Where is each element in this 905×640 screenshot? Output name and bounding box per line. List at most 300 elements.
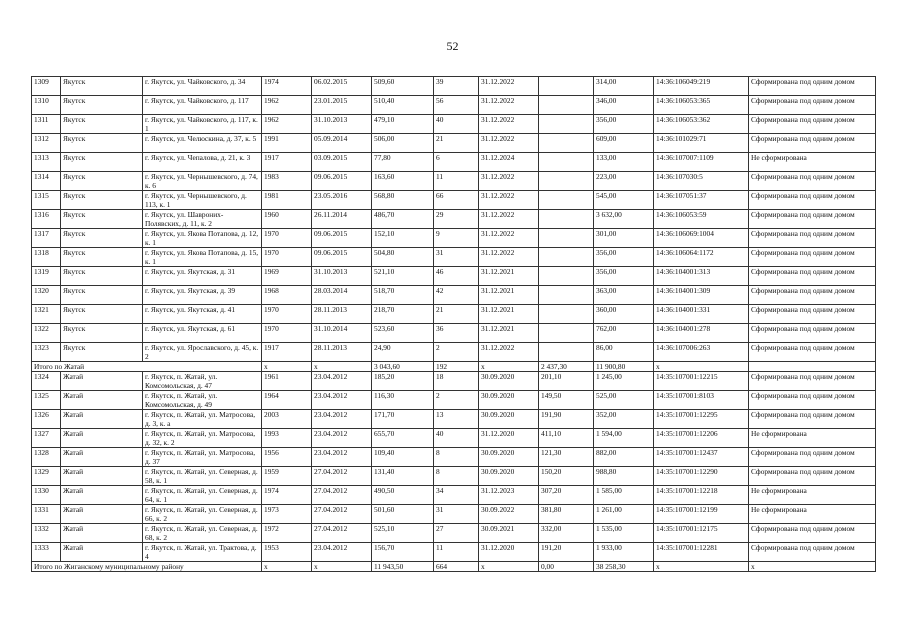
cell-year: 1953 <box>262 543 312 562</box>
cell-fact-area: 191,90 <box>539 410 594 429</box>
cell-cadastral: 14:36:107006:263 <box>654 343 749 362</box>
total-label: Итого по Жиганскому муниципальному району <box>32 562 262 572</box>
cell-year: x <box>262 562 312 572</box>
cell-status: Сформирована под одним домом <box>749 543 876 562</box>
table-row <box>32 229 876 248</box>
cell-area: 504,80 <box>372 248 434 267</box>
cell-fact-area <box>539 229 594 248</box>
cell-cadastral: 14:35:107001:12215 <box>654 372 749 391</box>
cell-status: Не сформирована <box>749 486 876 505</box>
cell-city: Жатай <box>61 429 143 448</box>
total-row <box>32 362 876 372</box>
cell-year: 1970 <box>262 229 312 248</box>
cell-address: г. Якутск, ул. Чепалова, д. 21, к. 3 <box>143 153 262 172</box>
cell-address: г. Якутск, п. Жатай, ул. Комсомольская, д. 47 <box>143 372 262 391</box>
cell-year: 1970 <box>262 248 312 267</box>
cell-plan-date: 31.12.2023 <box>479 486 539 505</box>
cell-plan-date: 31.12.2021 <box>479 324 539 343</box>
cell-area: 479,10 <box>372 115 434 134</box>
cell-cost: 356,00 <box>594 248 654 267</box>
cell-city: Якутск <box>61 115 143 134</box>
cell-cadastral: 14:36:106053:365 <box>654 96 749 115</box>
table-row <box>32 448 876 467</box>
cell-city: Жатай <box>61 543 143 562</box>
cell-cost: 360,00 <box>594 305 654 324</box>
cell-address: г. Якутск, п. Жатай, ул. Северная, д. 64, к. 1 <box>143 486 262 505</box>
cell-number: 1328 <box>32 448 61 467</box>
cell-cost: 988,80 <box>594 467 654 486</box>
cell-date: 31.10.2014 <box>312 324 372 343</box>
cell-area: 109,40 <box>372 448 434 467</box>
cell-year: 1993 <box>262 429 312 448</box>
cell-plan-date: 31.12.2022 <box>479 115 539 134</box>
cell-area: 116,30 <box>372 391 434 410</box>
cell-area: 521,10 <box>372 267 434 286</box>
cell-status: Сформирована под одним домом <box>749 96 876 115</box>
cell-address: г. Якутск, ул. Якутская, д. 31 <box>143 267 262 286</box>
cell-cadastral: 14:36:107030:5 <box>654 172 749 191</box>
cell-year: 1959 <box>262 467 312 486</box>
cell-number: 1311 <box>32 115 61 134</box>
cell-address: г. Якутск, ул. Якова Потапова, д. 15, к. 1 <box>143 248 262 267</box>
cell-area: 506,00 <box>372 134 434 153</box>
cell-cost: 545,00 <box>594 191 654 210</box>
cell-city: Жатай <box>61 486 143 505</box>
cell-cost: 356,00 <box>594 115 654 134</box>
cell-fact-area: 201,10 <box>539 372 594 391</box>
cell-status: Не сформирована <box>749 429 876 448</box>
cell-city: Якутск <box>61 286 143 305</box>
cell-status: Сформирована под одним домом <box>749 267 876 286</box>
cell-cost: 314,00 <box>594 77 654 96</box>
cell-fact-area <box>539 134 594 153</box>
cell-date: 05.09.2014 <box>312 134 372 153</box>
cell-fact-area: 150,20 <box>539 467 594 486</box>
cell-plan-date: 30.09.2020 <box>479 448 539 467</box>
cell-status: Сформирована под одним домом <box>749 524 876 543</box>
cell-area: 171,70 <box>372 410 434 429</box>
cell-cadastral: 14:35:107001:12281 <box>654 543 749 562</box>
cell-city: Якутск <box>61 267 143 286</box>
cell-cadastral: 14:35:107001:12437 <box>654 448 749 467</box>
cell-fact-area <box>539 96 594 115</box>
cell-area: 24,90 <box>372 343 434 362</box>
cell-address: г. Якутск, ул. Чернышевского, д. 74, к. 6 <box>143 172 262 191</box>
cell-residents: 11 <box>434 543 479 562</box>
table-row <box>32 248 876 267</box>
cell-city: Жатай <box>61 391 143 410</box>
cell-area: 3 043,60 <box>372 362 434 372</box>
cell-number: 1326 <box>32 410 61 429</box>
cell-number: 1312 <box>32 134 61 153</box>
cell-date: 23.04.2012 <box>312 448 372 467</box>
cell-date: x <box>312 562 372 572</box>
cell-year: 1961 <box>262 372 312 391</box>
cell-status: Сформирована под одним домом <box>749 286 876 305</box>
page-number: 52 <box>446 39 459 53</box>
cell-address: г. Якутск, п. Жатай, ул. Матросова, д. 32, к. 2 <box>143 429 262 448</box>
cell-number: 1309 <box>32 77 61 96</box>
cell-residents: 9 <box>434 229 479 248</box>
cell-cadastral: 14:35:107001:8103 <box>654 391 749 410</box>
cell-status: Сформирована под одним домом <box>749 467 876 486</box>
cell-residents: 31 <box>434 248 479 267</box>
cell-cost: 762,00 <box>594 324 654 343</box>
table-row <box>32 77 876 96</box>
cell-status: Сформирована под одним домом <box>749 77 876 96</box>
cell-cadastral: 14:36:101029:71 <box>654 134 749 153</box>
cell-number: 1327 <box>32 429 61 448</box>
cell-plan-date: 31.12.2020 <box>479 543 539 562</box>
cell-city: Якутск <box>61 210 143 229</box>
cell-cadastral: 14:36:104001:278 <box>654 324 749 343</box>
cell-year: 1991 <box>262 134 312 153</box>
cell-date: 27.04.2012 <box>312 467 372 486</box>
cell-number: 1318 <box>32 248 61 267</box>
cell-number: 1319 <box>32 267 61 286</box>
cell-fact-area <box>539 267 594 286</box>
cell-number: 1313 <box>32 153 61 172</box>
cell-plan-date: 31.12.2022 <box>479 77 539 96</box>
cell-area: 525,10 <box>372 524 434 543</box>
cell-address: г. Якутск, ул. Чайковского, д. 34 <box>143 77 262 96</box>
cell-address: г. Якутск, ул. Якутская, д. 61 <box>143 324 262 343</box>
cell-city: Якутск <box>61 153 143 172</box>
cell-residents: 29 <box>434 210 479 229</box>
cell-number: 1315 <box>32 191 61 210</box>
cell-year: x <box>262 362 312 372</box>
cell-cost: 1 261,00 <box>594 505 654 524</box>
cell-residents: 664 <box>434 562 479 572</box>
table-row <box>32 210 876 229</box>
cell-residents: 13 <box>434 410 479 429</box>
cell-residents: 40 <box>434 429 479 448</box>
cell-year: 1969 <box>262 267 312 286</box>
cell-plan-date: 31.12.2020 <box>479 429 539 448</box>
cell-cost: 133,00 <box>594 153 654 172</box>
cell-residents: 8 <box>434 448 479 467</box>
cell-area: 518,70 <box>372 286 434 305</box>
cell-date: 28.11.2013 <box>312 343 372 362</box>
cell-cost: 882,00 <box>594 448 654 467</box>
cell-address: г. Якутск, п. Жатай, ул. Северная, д. 66, к. 2 <box>143 505 262 524</box>
cell-status: Сформирована под одним домом <box>749 305 876 324</box>
cell-plan-date: 31.12.2022 <box>479 172 539 191</box>
table-row <box>32 391 876 410</box>
cell-fact-area <box>539 343 594 362</box>
cell-fact-area: 191,20 <box>539 543 594 562</box>
cell-plan-date: 31.12.2021 <box>479 286 539 305</box>
cell-year: 1956 <box>262 448 312 467</box>
cell-area: 185,20 <box>372 372 434 391</box>
cell-date: 06.02.2015 <box>312 77 372 96</box>
cell-residents: 2 <box>434 343 479 362</box>
cell-number: 1325 <box>32 391 61 410</box>
cell-status: Сформирована под одним домом <box>749 191 876 210</box>
cell-fact-area: 411,10 <box>539 429 594 448</box>
table-row <box>32 429 876 448</box>
cell-area: 523,60 <box>372 324 434 343</box>
table-row <box>32 343 876 362</box>
cell-year: 1970 <box>262 305 312 324</box>
cell-residents: 21 <box>434 134 479 153</box>
cell-cost: 1 585,00 <box>594 486 654 505</box>
cell-status: Сформирована под одним домом <box>749 248 876 267</box>
cell-status: Не сформирована <box>749 505 876 524</box>
cell-status: Сформирована под одним домом <box>749 172 876 191</box>
cell-city: Якутск <box>61 96 143 115</box>
cell-cadastral: 14:36:107007:1109 <box>654 153 749 172</box>
cell-number: 1321 <box>32 305 61 324</box>
cell-residents: 11 <box>434 172 479 191</box>
cell-cadastral: 14:35:107001:12206 <box>654 429 749 448</box>
cell-city: Якутск <box>61 248 143 267</box>
table-row <box>32 324 876 343</box>
cell-status: Сформирована под одним домом <box>749 448 876 467</box>
cell-city: Якутск <box>61 77 143 96</box>
cell-cadastral: x <box>654 562 749 572</box>
cell-city: Жатай <box>61 410 143 429</box>
cell-year: 1962 <box>262 96 312 115</box>
cell-date: 03.09.2015 <box>312 153 372 172</box>
cell-residents: 40 <box>434 115 479 134</box>
cell-plan-date: 31.12.2022 <box>479 229 539 248</box>
table-row <box>32 115 876 134</box>
cell-residents: 66 <box>434 191 479 210</box>
cell-plan-date: 31.12.2022 <box>479 210 539 229</box>
table-row <box>32 153 876 172</box>
cell-address: г. Якутск, ул. Чайковского, д. 117 <box>143 96 262 115</box>
cell-city: Якутск <box>61 191 143 210</box>
cell-date: 31.10.2013 <box>312 115 372 134</box>
table-row <box>32 372 876 391</box>
cell-year: 1917 <box>262 153 312 172</box>
cell-cost: 301,00 <box>594 229 654 248</box>
cell-cost: 356,00 <box>594 267 654 286</box>
cell-residents: 18 <box>434 372 479 391</box>
cell-plan-date: x <box>479 562 539 572</box>
cell-address: г. Якутск, ул. Шавроних-Полявских, д. 11, к. 2 <box>143 210 262 229</box>
cell-number: 1314 <box>32 172 61 191</box>
cell-area: 11 943,50 <box>372 562 434 572</box>
cell-status: Сформирована под одним домом <box>749 134 876 153</box>
cell-city: Жатай <box>61 524 143 543</box>
cell-year: 1964 <box>262 391 312 410</box>
cell-area: 486,70 <box>372 210 434 229</box>
cell-date: 27.04.2012 <box>312 505 372 524</box>
cell-year: 1960 <box>262 210 312 229</box>
cell-plan-date: 31.12.2022 <box>479 248 539 267</box>
cell-residents: 2 <box>434 391 479 410</box>
cell-year: 1968 <box>262 286 312 305</box>
cell-year: 1974 <box>262 77 312 96</box>
cell-cost: 352,00 <box>594 410 654 429</box>
cell-status: Не сформирована <box>749 153 876 172</box>
cell-cadastral: 14:35:107001:12290 <box>654 467 749 486</box>
cell-number: 1323 <box>32 343 61 362</box>
cell-date: 28.11.2013 <box>312 305 372 324</box>
cell-cost: 1 594,00 <box>594 429 654 448</box>
cell-date: 27.04.2012 <box>312 486 372 505</box>
cell-area: 655,70 <box>372 429 434 448</box>
table-row <box>32 305 876 324</box>
cell-residents: 8 <box>434 467 479 486</box>
cell-city: Якутск <box>61 229 143 248</box>
cell-address: г. Якутск, ул. Чайковского, д. 117, к. 1 <box>143 115 262 134</box>
cell-plan-date: 30.09.2021 <box>479 524 539 543</box>
cell-cost: 3 632,00 <box>594 210 654 229</box>
total-label: Итого по Жатай <box>32 362 262 372</box>
cell-residents: 56 <box>434 96 479 115</box>
cell-fact-area <box>539 77 594 96</box>
cell-area: 218,70 <box>372 305 434 324</box>
cell-plan-date: 31.12.2021 <box>479 305 539 324</box>
cell-number: 1333 <box>32 543 61 562</box>
cell-cost: 609,00 <box>594 134 654 153</box>
cell-city: Якутск <box>61 134 143 153</box>
cell-fact-area <box>539 248 594 267</box>
cell-number: 1330 <box>32 486 61 505</box>
cell-residents: 36 <box>434 324 479 343</box>
table-row <box>32 286 876 305</box>
cell-fact-area <box>539 115 594 134</box>
total-row <box>32 562 876 572</box>
cell-cadastral: 14:35:107001:12295 <box>654 410 749 429</box>
cell-cost: 38 258,30 <box>594 562 654 572</box>
cell-number: 1329 <box>32 467 61 486</box>
cell-address: г. Якутск, ул. Ярославского, д. 45, к. 2 <box>143 343 262 362</box>
cell-number: 1322 <box>32 324 61 343</box>
cell-cost: 363,00 <box>594 286 654 305</box>
cell-address: г. Якутск, п. Жатай, ул. Матросова, д. 37 <box>143 448 262 467</box>
cell-cost: 223,00 <box>594 172 654 191</box>
cell-cost: 346,00 <box>594 96 654 115</box>
cell-area: 156,70 <box>372 543 434 562</box>
cell-cadastral: 14:36:104001:331 <box>654 305 749 324</box>
cell-status <box>749 362 876 372</box>
cell-city: Якутск <box>61 172 143 191</box>
cell-fact-area <box>539 172 594 191</box>
cell-area: 509,60 <box>372 77 434 96</box>
cell-plan-date: 31.12.2024 <box>479 153 539 172</box>
cell-cadastral: 14:36:106053:59 <box>654 210 749 229</box>
cell-cadastral: 14:36:104001:313 <box>654 267 749 286</box>
cell-fact-area <box>539 191 594 210</box>
table-row <box>32 505 876 524</box>
cell-year: 2003 <box>262 410 312 429</box>
cell-area: 131,40 <box>372 467 434 486</box>
cell-date: 23.05.2016 <box>312 191 372 210</box>
cell-status: x <box>749 562 876 572</box>
cell-city: Якутск <box>61 343 143 362</box>
cell-cadastral: 14:36:104001:309 <box>654 286 749 305</box>
cell-date: 27.04.2012 <box>312 524 372 543</box>
cell-number: 1320 <box>32 286 61 305</box>
cell-date: 23.04.2012 <box>312 429 372 448</box>
cell-residents: 27 <box>434 524 479 543</box>
cell-plan-date: 30.09.2020 <box>479 410 539 429</box>
table-row <box>32 543 876 562</box>
cell-residents: 21 <box>434 305 479 324</box>
cell-number: 1324 <box>32 372 61 391</box>
cell-date: 23.04.2012 <box>312 372 372 391</box>
cell-date: 09.06.2015 <box>312 172 372 191</box>
cell-city: Жатай <box>61 372 143 391</box>
cell-plan-date: 31.12.2022 <box>479 191 539 210</box>
cell-area: 568,80 <box>372 191 434 210</box>
cell-address: г. Якутск, п. Жатай, ул. Матросова, д. 3, к. а <box>143 410 262 429</box>
cell-date: 09.06.2015 <box>312 248 372 267</box>
cell-plan-date: 30.09.2020 <box>479 372 539 391</box>
cell-number: 1331 <box>32 505 61 524</box>
housing-table <box>31 76 876 572</box>
cell-cadastral: 14:36:106049:219 <box>654 77 749 96</box>
cell-date: 31.10.2013 <box>312 267 372 286</box>
cell-plan-date: 30.09.2022 <box>479 505 539 524</box>
cell-fact-area: 332,00 <box>539 524 594 543</box>
cell-status: Сформирована под одним домом <box>749 115 876 134</box>
cell-plan-date: 30.09.2020 <box>479 391 539 410</box>
cell-area: 77,80 <box>372 153 434 172</box>
cell-cadastral: x <box>654 362 749 372</box>
cell-residents: 42 <box>434 286 479 305</box>
cell-plan-date: 31.12.2022 <box>479 134 539 153</box>
cell-date: x <box>312 362 372 372</box>
cell-status: Сформирована под одним домом <box>749 210 876 229</box>
cell-number: 1332 <box>32 524 61 543</box>
cell-date: 23.04.2012 <box>312 410 372 429</box>
cell-area: 152,10 <box>372 229 434 248</box>
cell-cadastral: 14:36:106069:1004 <box>654 229 749 248</box>
cell-plan-date: x <box>479 362 539 372</box>
table-row <box>32 267 876 286</box>
cell-city: Якутск <box>61 305 143 324</box>
table-row <box>32 134 876 153</box>
cell-address: г. Якутск, ул. Чернышевского, д. 113, к. 1 <box>143 191 262 210</box>
cell-cost: 525,00 <box>594 391 654 410</box>
cell-plan-date: 30.09.2020 <box>479 467 539 486</box>
cell-fact-area: 307,20 <box>539 486 594 505</box>
table-row <box>32 96 876 115</box>
cell-cadastral: 14:36:107051:37 <box>654 191 749 210</box>
cell-plan-date: 31.12.2021 <box>479 267 539 286</box>
cell-fact-area <box>539 305 594 324</box>
cell-residents: 6 <box>434 153 479 172</box>
cell-status: Сформирована под одним домом <box>749 324 876 343</box>
cell-status: Сформирована под одним домом <box>749 372 876 391</box>
cell-residents: 192 <box>434 362 479 372</box>
cell-address: г. Якутск, п. Жатай, ул. Северная, д. 68, к. 2 <box>143 524 262 543</box>
table-row <box>32 410 876 429</box>
cell-address: г. Якутск, п. Жатай, ул. Комсомольская, д. 49 <box>143 391 262 410</box>
cell-residents: 31 <box>434 505 479 524</box>
cell-cost: 1 245,00 <box>594 372 654 391</box>
cell-cost: 86,00 <box>594 343 654 362</box>
cell-address: г. Якутск, ул. Челюскина, д. 37, к. 5 <box>143 134 262 153</box>
cell-residents: 46 <box>434 267 479 286</box>
cell-status: Сформирована под одним домом <box>749 229 876 248</box>
cell-status: Сформирована под одним домом <box>749 410 876 429</box>
cell-year: 1981 <box>262 191 312 210</box>
cell-status: Сформирована под одним домом <box>749 391 876 410</box>
cell-cost: 11 900,80 <box>594 362 654 372</box>
cell-cost: 1 535,00 <box>594 524 654 543</box>
cell-address: г. Якутск, ул. Якова Потапова, д. 12, к. 1 <box>143 229 262 248</box>
cell-address: г. Якутск, ул. Якутская, д. 41 <box>143 305 262 324</box>
cell-year: 1974 <box>262 486 312 505</box>
cell-date: 28.03.2014 <box>312 286 372 305</box>
cell-fact-area: 149,50 <box>539 391 594 410</box>
